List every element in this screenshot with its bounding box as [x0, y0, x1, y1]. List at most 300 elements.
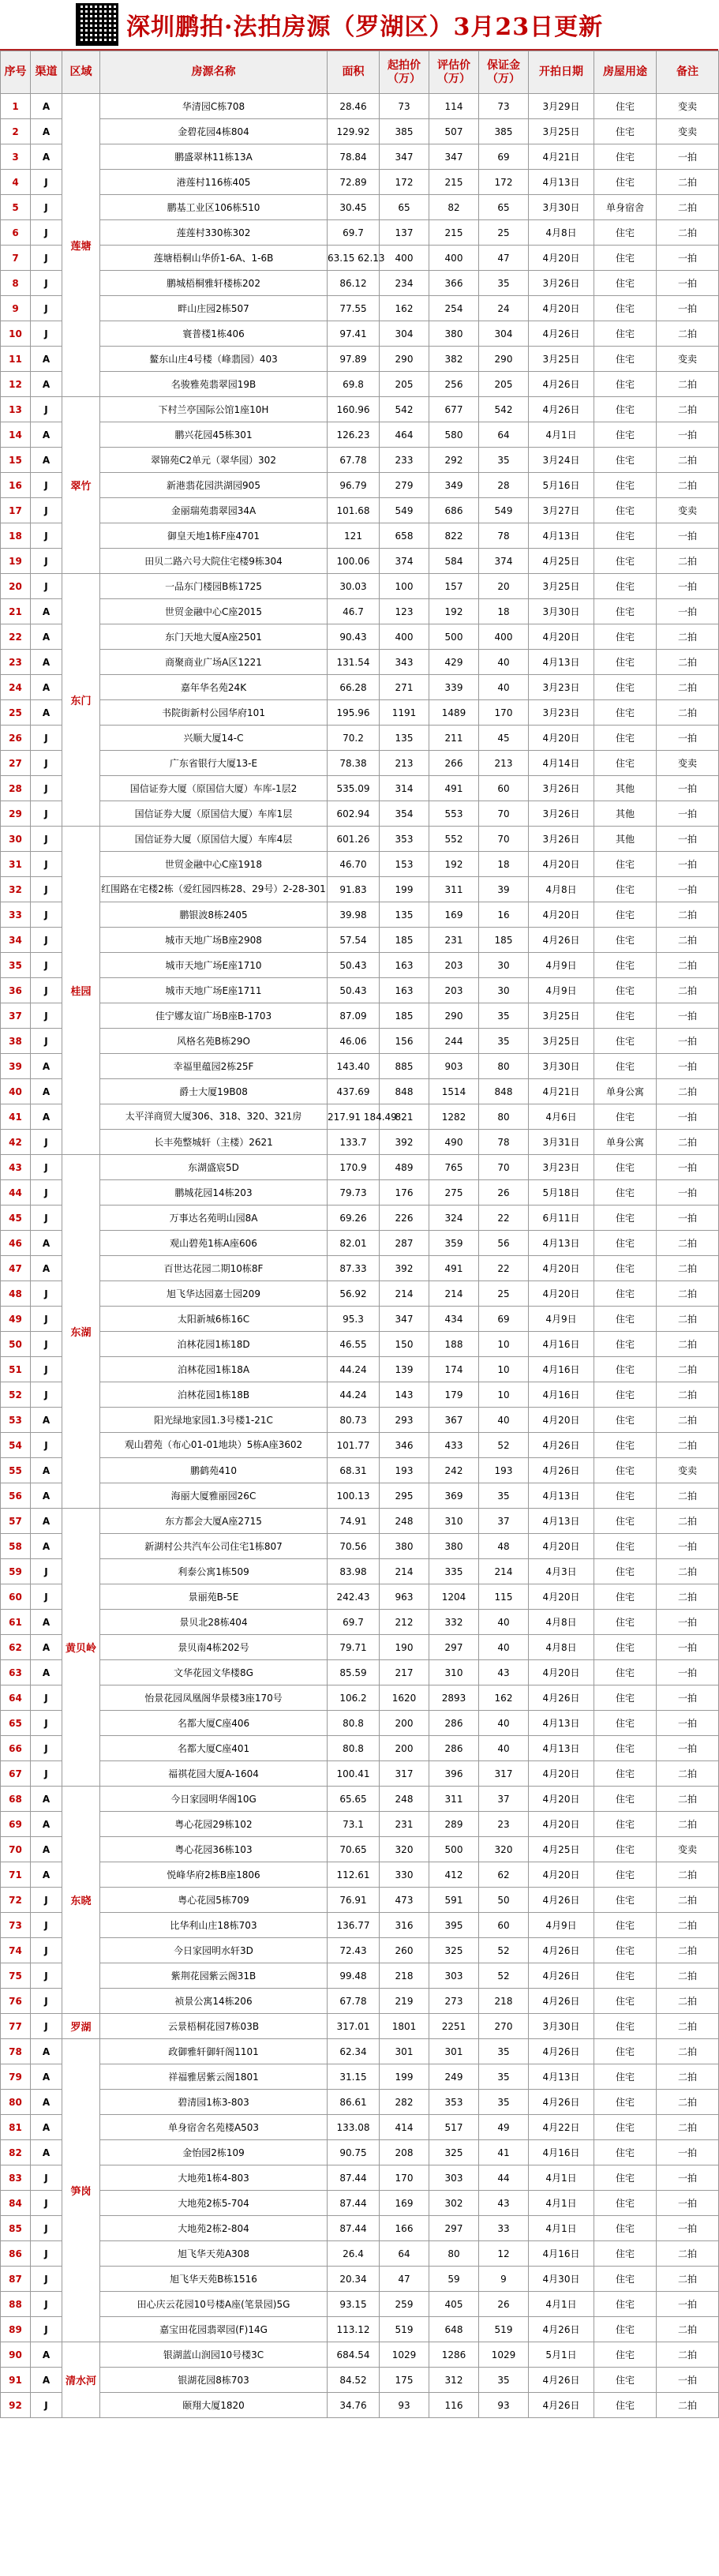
cell-usage: 住宅	[594, 2014, 657, 2039]
cell-start-price: 218	[380, 1963, 429, 1989]
cell-index: 91	[1, 2368, 31, 2393]
cell-note: 二拍	[657, 473, 719, 498]
cell-channel: A	[31, 675, 62, 700]
cell-index: 86	[1, 2241, 31, 2267]
cell-start-price: 65	[380, 195, 429, 220]
cell-index: 31	[1, 852, 31, 877]
cell-area: 133.7	[328, 1130, 380, 1155]
table-row	[1, 852, 719, 877]
cell-index: 58	[1, 1534, 31, 1559]
cell-date: 4月6日	[529, 1104, 594, 1130]
cell-property: 海丽大厦雅丽园26C	[100, 1483, 328, 1509]
cell-note: 二拍	[657, 1812, 719, 1837]
cell-deposit: 16	[479, 902, 529, 928]
cell-start-price: 271	[380, 675, 429, 700]
cell-channel: J	[31, 1003, 62, 1029]
cell-date: 4月20日	[529, 1862, 594, 1888]
listing-table	[0, 51, 719, 2418]
cell-usage: 住宅	[594, 1458, 657, 1483]
table-row	[1, 119, 719, 144]
cell-property: 景贝北28栋404	[100, 1610, 328, 1635]
cell-start-price: 170	[380, 2165, 429, 2191]
cell-channel: J	[31, 1963, 62, 1989]
cell-index: 80	[1, 2090, 31, 2115]
cell-usage: 住宅	[594, 2140, 657, 2165]
table-row	[1, 1913, 719, 1938]
cell-note: 二拍	[657, 1509, 719, 1534]
cell-channel: J	[31, 1155, 62, 1180]
table-row	[1, 1256, 719, 1281]
table-row	[1, 2140, 719, 2165]
cell-deposit: 9	[479, 2267, 529, 2292]
cell-index: 25	[1, 700, 31, 726]
cell-deposit: 56	[479, 1231, 529, 1256]
cell-deposit: 317	[479, 1761, 529, 1787]
cell-index: 59	[1, 1559, 31, 1584]
cell-channel: J	[31, 473, 62, 498]
cell-index: 18	[1, 523, 31, 549]
table-row	[1, 1307, 719, 1332]
cell-area: 87.44	[328, 2216, 380, 2241]
cell-appraisal: 286	[429, 1736, 479, 1761]
cell-property: 城市天地广场E座1711	[100, 978, 328, 1003]
cell-area: 69.7	[328, 220, 380, 246]
cell-note: 二拍	[657, 1584, 719, 1610]
cell-usage: 住宅	[594, 523, 657, 549]
cell-start-price: 287	[380, 1231, 429, 1256]
cell-note: 一拍	[657, 422, 719, 448]
cell-deposit: 52	[479, 1963, 529, 1989]
cell-usage: 住宅	[594, 2115, 657, 2140]
cell-appraisal: 335	[429, 1559, 479, 1584]
cell-index: 52	[1, 1382, 31, 1408]
cell-start-price: 385	[380, 119, 429, 144]
cell-start-price: 282	[380, 2090, 429, 2115]
cell-property: 东方都会大厦A座2715	[100, 1509, 328, 1534]
cell-property: 阳光绿地家园1.3号楼1-21C	[100, 1408, 328, 1433]
cell-deposit: 47	[479, 246, 529, 271]
cell-deposit: 10	[479, 1332, 529, 1357]
table-row	[1, 1206, 719, 1231]
cell-property: 国信证券大厦（原国信大厦）车库4层	[100, 827, 328, 852]
cell-index: 63	[1, 1660, 31, 1685]
cell-area: 73.1	[328, 1812, 380, 1837]
table-row	[1, 1534, 719, 1559]
cell-appraisal: 367	[429, 1408, 479, 1433]
cell-area: 602.94	[328, 801, 380, 827]
cell-area: 84.52	[328, 2368, 380, 2393]
cell-appraisal: 1514	[429, 1079, 479, 1104]
cell-channel: J	[31, 1711, 62, 1736]
cell-usage: 住宅	[594, 220, 657, 246]
cell-deposit: 43	[479, 2191, 529, 2216]
cell-index: 4	[1, 170, 31, 195]
cell-deposit: 193	[479, 1458, 529, 1483]
cell-channel: A	[31, 372, 62, 397]
cell-date: 4月16日	[529, 2241, 594, 2267]
cell-date: 4月9日	[529, 953, 594, 978]
cell-index: 43	[1, 1155, 31, 1180]
cell-channel: J	[31, 2191, 62, 2216]
cell-start-price: 135	[380, 902, 429, 928]
table-row	[1, 2241, 719, 2267]
cell-appraisal: 507	[429, 119, 479, 144]
cell-property: 新港翡花园洪湖园905	[100, 473, 328, 498]
cell-deposit: 385	[479, 119, 529, 144]
table-row	[1, 1761, 719, 1787]
cell-date: 4月26日	[529, 1433, 594, 1458]
cell-date: 3月30日	[529, 195, 594, 220]
table-row	[1, 2090, 719, 2115]
cell-usage: 住宅	[594, 2039, 657, 2064]
cell-appraisal: 2251	[429, 2014, 479, 2039]
cell-usage: 住宅	[594, 498, 657, 523]
cell-usage: 其他	[594, 776, 657, 801]
cell-channel: J	[31, 978, 62, 1003]
cell-index: 16	[1, 473, 31, 498]
cell-channel: J	[31, 776, 62, 801]
cell-note: 变卖	[657, 94, 719, 119]
cell-appraisal: 114	[429, 94, 479, 119]
table-row	[1, 1408, 719, 1433]
cell-usage: 住宅	[594, 1483, 657, 1509]
cell-note: 一拍	[657, 144, 719, 170]
cell-area: 50.43	[328, 953, 380, 978]
cell-appraisal: 301	[429, 2039, 479, 2064]
cell-index: 49	[1, 1307, 31, 1332]
cell-note: 一拍	[657, 1610, 719, 1635]
cell-property: 鳌东山庄4号楼（峰翡园）403	[100, 347, 328, 372]
cell-area: 87.33	[328, 1256, 380, 1281]
cell-index: 5	[1, 195, 31, 220]
cell-date: 4月26日	[529, 321, 594, 347]
table-row	[1, 1610, 719, 1635]
cell-deposit: 374	[479, 549, 529, 574]
cell-channel: A	[31, 119, 62, 144]
cell-channel: A	[31, 650, 62, 675]
cell-property: 嘉宝田花园翡翠园(F)14G	[100, 2317, 328, 2342]
cell-area: 28.46	[328, 94, 380, 119]
cell-note: 一拍	[657, 1685, 719, 1711]
cell-deposit: 848	[479, 1079, 529, 1104]
cell-property: 银湖花园8栋703	[100, 2368, 328, 2393]
cell-date: 5月18日	[529, 1180, 594, 1206]
cell-note: 二拍	[657, 2241, 719, 2267]
cell-date: 4月9日	[529, 978, 594, 1003]
cell-start-price: 200	[380, 1711, 429, 1736]
cell-index: 9	[1, 296, 31, 321]
cell-note: 二拍	[657, 978, 719, 1003]
cell-property: 东湖盛宸5D	[100, 1155, 328, 1180]
cell-date: 4月20日	[529, 1761, 594, 1787]
cell-area: 70.56	[328, 1534, 380, 1559]
cell-channel: J	[31, 1029, 62, 1054]
cell-index: 32	[1, 877, 31, 902]
col-header-region: 区域	[62, 51, 100, 94]
table-row	[1, 1837, 719, 1862]
cell-start-price: 185	[380, 928, 429, 953]
table-row	[1, 650, 719, 675]
cell-start-price: 1191	[380, 700, 429, 726]
table-row	[1, 1787, 719, 1812]
cell-start-price: 293	[380, 1408, 429, 1433]
cell-appraisal: 1489	[429, 700, 479, 726]
table-row	[1, 1862, 719, 1888]
cell-deposit: 40	[479, 650, 529, 675]
cell-property: 泊林花园1栋18D	[100, 1332, 328, 1357]
cell-usage: 住宅	[594, 1332, 657, 1357]
cell-usage: 住宅	[594, 1837, 657, 1862]
table-row	[1, 801, 719, 827]
cell-channel: J	[31, 246, 62, 271]
cell-channel: J	[31, 2165, 62, 2191]
col-header-area: 面积	[328, 51, 380, 94]
col-header-deposit: 保证金（万）	[479, 51, 529, 94]
cell-appraisal: 366	[429, 271, 479, 296]
cell-channel: A	[31, 1862, 62, 1888]
cell-area: 90.43	[328, 624, 380, 650]
qr-code-icon	[76, 3, 118, 46]
cell-usage: 住宅	[594, 347, 657, 372]
cell-index: 76	[1, 1989, 31, 2014]
cell-start-price: 163	[380, 978, 429, 1003]
cell-index: 62	[1, 1635, 31, 1660]
cell-date: 3月30日	[529, 599, 594, 624]
cell-channel: J	[31, 1130, 62, 1155]
table-row	[1, 2064, 719, 2090]
cell-deposit: 93	[479, 2393, 529, 2418]
cell-date: 5月16日	[529, 473, 594, 498]
table-row	[1, 1685, 719, 1711]
col-header-date: 开拍日期	[529, 51, 594, 94]
cell-area: 100.41	[328, 1761, 380, 1787]
cell-deposit: 37	[479, 1509, 529, 1534]
cell-index: 22	[1, 624, 31, 650]
table-row	[1, 549, 719, 574]
cell-start-price: 231	[380, 1812, 429, 1837]
cell-date: 4月26日	[529, 1888, 594, 1913]
col-header-start-price: 起拍价（万）	[380, 51, 429, 94]
cell-appraisal: 434	[429, 1307, 479, 1332]
cell-area: 101.77	[328, 1433, 380, 1458]
cell-property: 金怡园2栋109	[100, 2140, 328, 2165]
cell-start-price: 166	[380, 2216, 429, 2241]
cell-channel: J	[31, 726, 62, 751]
cell-date: 4月26日	[529, 1963, 594, 1989]
cell-note: 二拍	[657, 170, 719, 195]
cell-appraisal: 677	[429, 397, 479, 422]
cell-start-price: 214	[380, 1281, 429, 1307]
table-row	[1, 751, 719, 776]
cell-note: 二拍	[657, 397, 719, 422]
cell-area: 68.31	[328, 1458, 380, 1483]
col-header-property: 房源名称	[100, 51, 328, 94]
cell-start-price: 464	[380, 422, 429, 448]
cell-channel: J	[31, 296, 62, 321]
cell-channel: J	[31, 220, 62, 246]
cell-index: 15	[1, 448, 31, 473]
cell-note: 二拍	[657, 1913, 719, 1938]
cell-deposit: 25	[479, 220, 529, 246]
cell-date: 4月8日	[529, 1610, 594, 1635]
cell-start-price: 47	[380, 2267, 429, 2292]
cell-note: 一拍	[657, 599, 719, 624]
cell-property: 太阳新城6栋16C	[100, 1307, 328, 1332]
cell-usage: 住宅	[594, 397, 657, 422]
cell-deposit: 78	[479, 1130, 529, 1155]
cell-area: 160.96	[328, 397, 380, 422]
table-row	[1, 1029, 719, 1054]
cell-note: 二拍	[657, 321, 719, 347]
cell-start-price: 316	[380, 1913, 429, 1938]
cell-property: 新湖村公共汽车公司住宅1栋807	[100, 1534, 328, 1559]
cell-date: 4月26日	[529, 2393, 594, 2418]
cell-note: 二拍	[657, 1483, 719, 1509]
cell-start-price: 353	[380, 827, 429, 852]
table-row	[1, 1079, 719, 1104]
cell-area: 143.40	[328, 1054, 380, 1079]
cell-channel: J	[31, 2014, 62, 2039]
cell-appraisal: 553	[429, 801, 479, 827]
cell-usage: 住宅	[594, 1989, 657, 2014]
cell-area: 70.65	[328, 1837, 380, 1862]
cell-appraisal: 347	[429, 144, 479, 170]
cell-deposit: 35	[479, 1003, 529, 1029]
cell-start-price: 156	[380, 1029, 429, 1054]
cell-channel: J	[31, 271, 62, 296]
table-row	[1, 700, 719, 726]
cell-date: 4月20日	[529, 1660, 594, 1685]
cell-note: 一拍	[657, 2368, 719, 2393]
cell-property: 金碧花园4栋804	[100, 119, 328, 144]
cell-area: 87.44	[328, 2191, 380, 2216]
cell-appraisal: 380	[429, 321, 479, 347]
cell-usage: 住宅	[594, 321, 657, 347]
cell-area: 91.83	[328, 877, 380, 902]
cell-channel: J	[31, 1206, 62, 1231]
cell-property: 粤心花园29栋102	[100, 1812, 328, 1837]
cell-deposit: 40	[479, 1711, 529, 1736]
cell-index: 1	[1, 94, 31, 119]
page-header	[0, 0, 718, 51]
cell-usage: 住宅	[594, 1761, 657, 1787]
cell-note: 一拍	[657, 776, 719, 801]
cell-start-price: 295	[380, 1483, 429, 1509]
cell-area: 121	[328, 523, 380, 549]
cell-property: 兴顺大厦14-C	[100, 726, 328, 751]
cell-appraisal: 382	[429, 347, 479, 372]
cell-note: 变卖	[657, 1837, 719, 1862]
cell-start-price: 1620	[380, 1685, 429, 1711]
cell-note: 一拍	[657, 2165, 719, 2191]
cell-appraisal: 311	[429, 877, 479, 902]
cell-appraisal: 203	[429, 953, 479, 978]
cell-index: 84	[1, 2191, 31, 2216]
cell-channel: A	[31, 1635, 62, 1660]
cell-usage: 住宅	[594, 751, 657, 776]
table-row	[1, 2368, 719, 2393]
cell-index: 24	[1, 675, 31, 700]
cell-index: 67	[1, 1761, 31, 1787]
cell-channel: A	[31, 624, 62, 650]
table-row	[1, 599, 719, 624]
table-row	[1, 574, 719, 599]
cell-deposit: 519	[479, 2317, 529, 2342]
cell-appraisal: 500	[429, 1837, 479, 1862]
cell-index: 21	[1, 599, 31, 624]
cell-index: 7	[1, 246, 31, 271]
cell-start-price: 549	[380, 498, 429, 523]
cell-index: 88	[1, 2292, 31, 2317]
cell-date: 3月30日	[529, 1054, 594, 1079]
cell-channel: J	[31, 1584, 62, 1610]
cell-usage: 住宅	[594, 2393, 657, 2418]
cell-deposit: 80	[479, 1054, 529, 1079]
cell-deposit: 65	[479, 195, 529, 220]
cell-date: 3月25日	[529, 119, 594, 144]
cell-area: 77.55	[328, 296, 380, 321]
cell-usage: 住宅	[594, 1736, 657, 1761]
cell-channel: J	[31, 1989, 62, 2014]
cell-usage: 住宅	[594, 473, 657, 498]
cell-area: 39.98	[328, 902, 380, 928]
cell-start-price: 100	[380, 574, 429, 599]
cell-deposit: 22	[479, 1206, 529, 1231]
cell-start-price: 248	[380, 1509, 429, 1534]
cell-channel: J	[31, 1332, 62, 1357]
table-row	[1, 347, 719, 372]
cell-area: 217.91 184.49	[328, 1104, 380, 1130]
cell-usage: 住宅	[594, 1711, 657, 1736]
region-cell: 笋岗	[62, 2039, 100, 2342]
cell-deposit: 218	[479, 1989, 529, 2014]
cell-deposit: 40	[479, 675, 529, 700]
cell-index: 60	[1, 1584, 31, 1610]
cell-channel: J	[31, 751, 62, 776]
cell-area: 99.48	[328, 1963, 380, 1989]
cell-property: 田心庆云花园10号楼A座(笔景园)5G	[100, 2292, 328, 2317]
cell-note: 一拍	[657, 523, 719, 549]
cell-appraisal: 369	[429, 1483, 479, 1509]
cell-property: 旭飞华达园嘉士园209	[100, 1281, 328, 1307]
cell-deposit: 43	[479, 1660, 529, 1685]
cell-start-price: 169	[380, 2191, 429, 2216]
cell-start-price: 392	[380, 1256, 429, 1281]
cell-start-price: 380	[380, 1534, 429, 1559]
cell-channel: J	[31, 1433, 62, 1458]
cell-deposit: 26	[479, 1180, 529, 1206]
cell-index: 19	[1, 549, 31, 574]
cell-start-price: 519	[380, 2317, 429, 2342]
cell-date: 4月20日	[529, 902, 594, 928]
cell-date: 4月20日	[529, 1256, 594, 1281]
cell-date: 4月26日	[529, 372, 594, 397]
cell-index: 71	[1, 1862, 31, 1888]
table-row	[1, 675, 719, 700]
cell-deposit: 40	[479, 1736, 529, 1761]
cell-channel: J	[31, 1307, 62, 1332]
cell-channel: J	[31, 1938, 62, 1963]
table-row	[1, 1382, 719, 1408]
cell-area: 63.15 62.13	[328, 246, 380, 271]
cell-property: 莲莲村330栋302	[100, 220, 328, 246]
cell-deposit: 70	[479, 1155, 529, 1180]
cell-property: 鹏城花园14栋203	[100, 1180, 328, 1206]
cell-note: 二拍	[657, 2090, 719, 2115]
cell-date: 3月25日	[529, 1003, 594, 1029]
cell-property: 单身宿舍名苑楼A503	[100, 2115, 328, 2140]
cell-note: 二拍	[657, 1307, 719, 1332]
